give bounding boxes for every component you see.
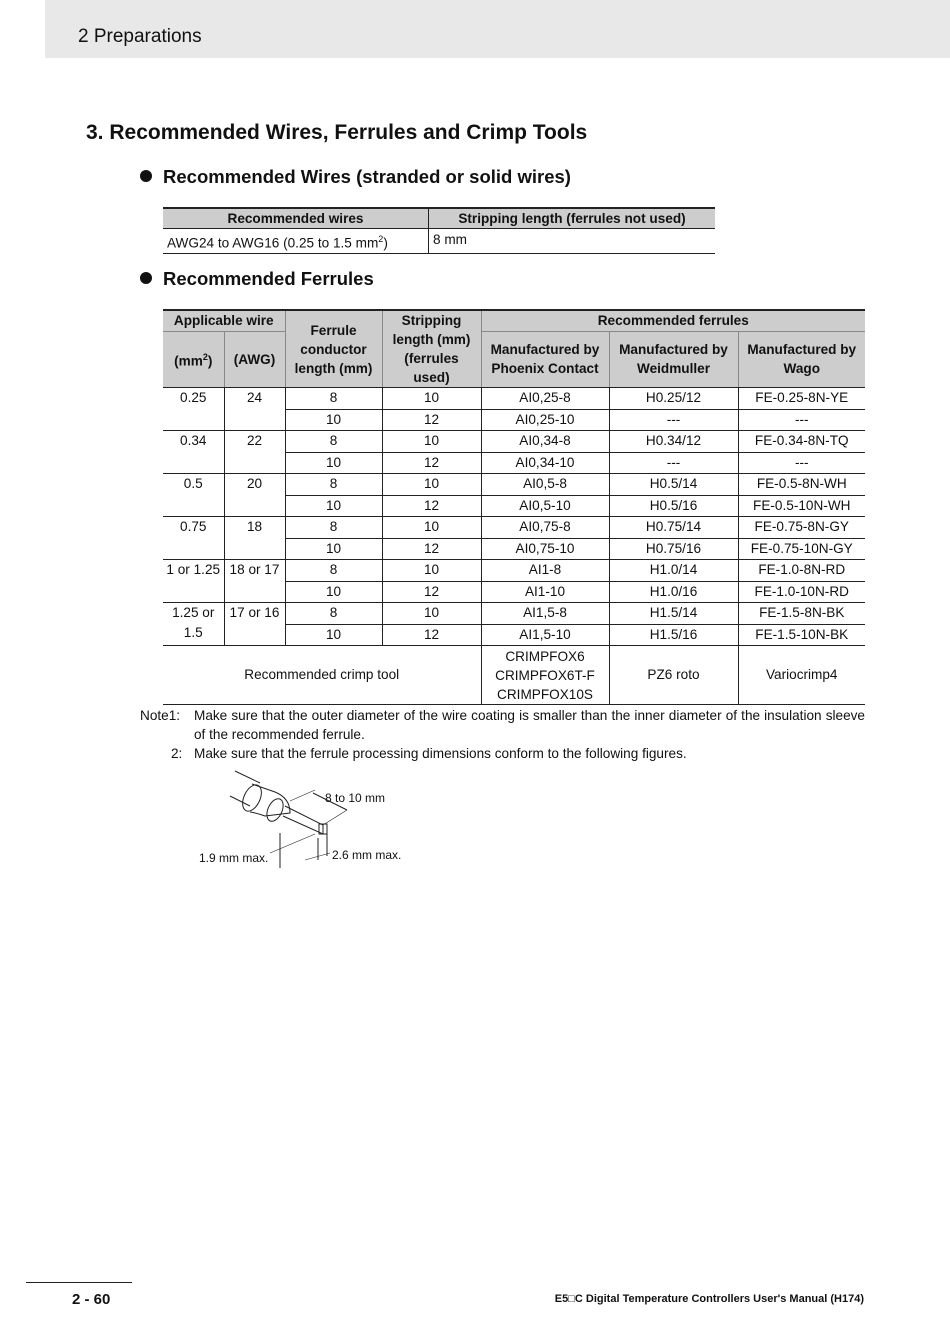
conductor-length: 8: [285, 560, 382, 582]
wago-ferrule: FE-0.34-8N-TQ: [738, 431, 865, 453]
wire-mm2: 0.25: [163, 388, 224, 431]
weidmuller-ferrule: H1.0/14: [609, 560, 738, 582]
ferrule-row: [163, 388, 865, 410]
stripping-length: 10: [382, 388, 481, 410]
ferrule-dimension-figure: [195, 768, 425, 883]
phoenix-ferrule: AI1,5-8: [481, 603, 609, 625]
ferrule-row: [163, 474, 865, 496]
wires-heading: Recommended Wires (stranded or solid wires): [140, 166, 571, 188]
wire-mm2: 1.25 or 1.5: [163, 603, 224, 646]
phoenix-ferrule: AI1-10: [481, 581, 609, 603]
note-1: Note1: Make sure that the outer diameter of the wire coating is smaller than the inner diameter of the insulation sleeve of the recommended ferrule.: [140, 708, 865, 742]
bullet-icon: [140, 272, 152, 284]
weidmuller-ferrule: H1.0/16: [609, 581, 738, 603]
ferrule-row: [163, 431, 865, 453]
col-header: Recommended wires: [163, 208, 429, 229]
wire-range: AWG24 to AWG16 (0.25 to 1.5 $mm^2$): [167, 234, 388, 251]
stripping-length: 10: [382, 517, 481, 539]
phoenix-ferrule: AI1,5-10: [481, 624, 609, 646]
stripping-length: 12: [382, 495, 481, 517]
weidmuller-ferrule: H0.25/12: [609, 388, 738, 410]
stripping-length: 12: [382, 538, 481, 560]
crimp-wago: Variocrimp4: [738, 646, 865, 705]
wago-ferrule: FE-0.25-8N-YE: [738, 388, 865, 410]
ferrule-row: [163, 560, 865, 582]
phoenix-ferrule: AI0,75-10: [481, 538, 609, 560]
stripping-length: 10: [382, 560, 481, 582]
conductor-length: 8: [285, 603, 382, 625]
col-header: $(mm^2)$: [163, 331, 224, 387]
ferrule-row: [163, 517, 865, 539]
wago-ferrule: FE-1.5-10N-BK: [738, 624, 865, 646]
note-2: 2: Make sure that the ferrule processing dimensions conform to the following figures.: [171, 746, 687, 761]
stripping-length: 12: [382, 452, 481, 474]
col-header: Manufactured by Weidmuller: [609, 331, 738, 387]
wago-ferrule: FE-0.75-10N-GY: [738, 538, 865, 560]
footer-rule: [26, 1282, 132, 1283]
phoenix-ferrule: AI0,25-8: [481, 388, 609, 410]
wago-ferrule: FE-1.5-8N-BK: [738, 603, 865, 625]
stripping-length: 10: [382, 603, 481, 625]
col-header: Stripping length (mm) (ferrules used): [382, 310, 481, 388]
phoenix-ferrule: AI0,34-8: [481, 431, 609, 453]
wire-awg: 17 or 16: [224, 603, 285, 646]
ferrule-row: [163, 603, 865, 625]
col-header: Ferrule conductor length (mm): [285, 310, 382, 388]
stripping-length: 12: [382, 581, 481, 603]
conductor-length: 8: [285, 388, 382, 410]
col-header: Manufactured by Phoenix Contact: [481, 331, 609, 387]
wire-awg: 20: [224, 474, 285, 517]
wire-awg: 18 or 17: [224, 560, 285, 603]
wago-ferrule: FE-0.5-10N-WH: [738, 495, 865, 517]
wago-ferrule: FE-0.75-8N-GY: [738, 517, 865, 539]
weidmuller-ferrule: H0.5/14: [609, 474, 738, 496]
wire-awg: 24: [224, 388, 285, 431]
bullet-icon: [140, 170, 152, 182]
crimp-weidmuller: PZ6 roto: [609, 646, 738, 705]
conductor-length: 10: [285, 624, 382, 646]
wire-mm2: 0.75: [163, 517, 224, 560]
wire-awg: 18: [224, 517, 285, 560]
phoenix-ferrule: AI0,5-10: [481, 495, 609, 517]
section-title: 3. Recommended Wires, Ferrules and Crimp Tools: [86, 121, 588, 144]
weidmuller-ferrule: H1.5/16: [609, 624, 738, 646]
conductor-length: 8: [285, 474, 382, 496]
length-label: 8 to 10 mm: [325, 791, 386, 805]
wires-table: [163, 207, 715, 254]
phoenix-ferrule: AI0,5-8: [481, 474, 609, 496]
stripping-length: 10: [382, 431, 481, 453]
conductor-length: 10: [285, 495, 382, 517]
chapter-header: [45, 0, 950, 58]
chapter-title: 2 Preparations: [78, 26, 202, 47]
weidmuller-ferrule: H0.75/16: [609, 538, 738, 560]
height-label: 1.9 mm max.: [199, 851, 269, 865]
conductor-length: 8: [285, 431, 382, 453]
wire-mm2: 0.34: [163, 431, 224, 474]
col-header: Manufactured by Wago: [738, 331, 865, 387]
phoenix-ferrule: AI0,75-8: [481, 517, 609, 539]
manual-title: E5□C Digital Temperature Controllers User's Manual (H174): [554, 1293, 864, 1305]
wire-mm2: 0.5: [163, 474, 224, 517]
stripping-length: 12: [382, 409, 481, 431]
weidmuller-ferrule: ---: [609, 452, 738, 474]
ferrules-table: [163, 309, 865, 705]
phoenix-ferrule: AI0,25-10: [481, 409, 609, 431]
stripping-length: 12: [382, 624, 481, 646]
crimp-phoenix: CRIMPFOX6 CRIMPFOX6T-F CRIMPFOX10S: [481, 646, 609, 705]
strip-length: 8 mm: [429, 229, 716, 254]
crimp-row: [163, 646, 865, 705]
weidmuller-ferrule: H0.34/12: [609, 431, 738, 453]
page-number: 2 - 60: [72, 1291, 111, 1308]
conductor-length: 8: [285, 517, 382, 539]
conductor-length: 10: [285, 409, 382, 431]
stripping-length: 10: [382, 474, 481, 496]
wago-ferrule: ---: [738, 409, 865, 431]
wago-ferrule: FE-1.0-10N-RD: [738, 581, 865, 603]
col-header: Applicable wire: [163, 310, 285, 331]
width-label: 2.6 mm max.: [332, 848, 402, 862]
col-header: Stripping length (ferrules not used): [429, 208, 716, 229]
conductor-length: 10: [285, 581, 382, 603]
weidmuller-ferrule: H1.5/14: [609, 603, 738, 625]
ferrules-heading: Recommended Ferrules: [140, 268, 374, 290]
conductor-length: 10: [285, 538, 382, 560]
weidmuller-ferrule: H0.5/16: [609, 495, 738, 517]
crimp-label: Recommended crimp tool: [163, 646, 481, 705]
conductor-length: 10: [285, 452, 382, 474]
wago-ferrule: ---: [738, 452, 865, 474]
wire-mm2: 1 or 1.25: [163, 560, 224, 603]
phoenix-ferrule: AI0,34-10: [481, 452, 609, 474]
phoenix-ferrule: AI1-8: [481, 560, 609, 582]
wago-ferrule: FE-0.5-8N-WH: [738, 474, 865, 496]
col-header: (AWG): [224, 331, 285, 387]
col-header: Recommended ferrules: [481, 310, 865, 331]
weidmuller-ferrule: H0.75/14: [609, 517, 738, 539]
wire-awg: 22: [224, 431, 285, 474]
weidmuller-ferrule: ---: [609, 409, 738, 431]
wago-ferrule: FE-1.0-8N-RD: [738, 560, 865, 582]
